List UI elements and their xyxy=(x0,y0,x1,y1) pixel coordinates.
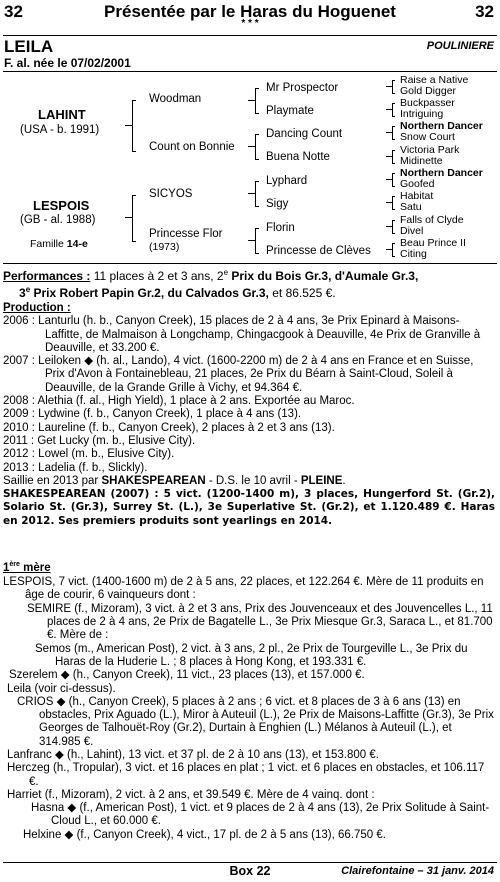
footer-rule xyxy=(3,862,497,863)
pedigree-rule xyxy=(3,263,497,264)
gen3-dancing-count: Dancing Count xyxy=(266,128,343,140)
gen3-mr-prospector: Mr Prospector xyxy=(266,82,339,94)
production-year: 2006 : xyxy=(3,315,39,328)
lot-number-right: 32 xyxy=(475,2,494,21)
gen2-princesse-flor-year: (1973) xyxy=(149,241,180,253)
production-year: 2011 : xyxy=(3,434,38,447)
production-item xyxy=(3,315,495,355)
production-year: 2007 : xyxy=(3,355,39,368)
gen4-northern-dancer-2: Northern Dancer xyxy=(400,167,483,179)
gen4-buckpasser: Buckpasser xyxy=(400,97,455,109)
production-text: Ladelia (f. b., Slickly). xyxy=(38,461,148,474)
sire-info: (USA - b. 1991) xyxy=(20,124,100,136)
mere-entry: Helxine ◆ (f., Canyon Creek), 4 vict., 17 pl. de 2 à 5 ans (13), 66.750 €. xyxy=(23,828,386,841)
mere-entry: Semos (m., American Post), 2 vict. à 3 ans, 2 pl., 2e Prix de Tourgeville L., 3e Prix du Haras de la Huderie L. ; 8 places à Hong Kong, et 193.331 €. xyxy=(35,642,468,668)
mere-entry: LESPOIS, 7 vict. (1400-1600 m) de 2 à 5 ans, 22 places, et 122.264 €. Mère de 11 produits en âge de courir, 6 vainqueurs dont : xyxy=(3,576,484,602)
mere-entry: Hasna ◆ (f., American Post), 1 vict. et 9 places de 2 à 4 ans (13), 2e Prix Solitude à Saint-Cloud L., et 60.000 €. xyxy=(31,802,490,828)
bracket-sire xyxy=(132,100,136,152)
gen2-count-on-bonnie: Count on Bonnie xyxy=(149,141,235,153)
gen2-princesse-flor: Princesse Flor xyxy=(149,228,223,240)
mere-entry: Szerelem ◆ (h., Canyon Creek), 11 vict., 23 places (13), et 157.000 €. xyxy=(9,669,365,682)
dam-name: LESPOIS xyxy=(33,198,90,213)
gen4-victoria-park: Victoria Park xyxy=(400,144,460,156)
stallion-note: SHAKESPEAREAN (2007) : 5 vict. (1200-1400 m), 3 places, Hungerford St. (Gr.2), Solario St. (Gr.3), Surrey St. (L.), 3e Superlative St. (Gr.2), et 1.120.489 €. Haras en 2012. Ses premiers produits sont yearlings en 2014. xyxy=(3,488,495,527)
gen4-habitat: Habitat xyxy=(400,190,434,202)
horse-name: LEILA xyxy=(4,37,54,56)
gen4-raise-a-native: Raise a Native xyxy=(400,74,469,86)
sire-name: LAHINT xyxy=(38,107,86,122)
gen4-citing: Citing xyxy=(400,248,427,260)
production-item xyxy=(3,448,495,461)
production-item xyxy=(3,395,495,408)
production-year: 2009 : xyxy=(3,408,39,421)
footer-box: Box 22 xyxy=(229,864,271,878)
production-item xyxy=(3,462,495,475)
gen2-woodman: Woodman xyxy=(149,93,202,105)
production-text: Lydwine (f. b., Canyon Creek), 1 place à 4 ans (13). xyxy=(38,408,302,421)
production-text: Laureline (f. b., Canyon Creek), 2 places à 2 et 3 ans (13). xyxy=(38,421,335,434)
gen4-divel: Divel xyxy=(400,225,424,237)
gen4-falls-of-clyde: Falls of Clyde xyxy=(400,214,464,226)
gen3-florin: Florin xyxy=(266,222,295,234)
gen3-playmate: Playmate xyxy=(266,105,314,117)
production-item xyxy=(3,435,495,448)
saillie: Saillie en 2013 par SHAKESPEAREAN - D.S. le 10 avril - PLEINE. xyxy=(3,474,346,487)
mere-entry: Herczeg (h., Tropular), 3 vict. et 16 places en plat ; 1 vict. et 6 places en obstacles, et 106.117 €. xyxy=(7,762,485,788)
header-stars: * * * xyxy=(241,18,259,29)
production-year: 2010 : xyxy=(3,421,39,434)
production-year: 2012 : xyxy=(3,448,39,461)
production-text: Lowel (m. b., Elusive City). xyxy=(38,448,175,461)
performances: Performances : 11 places à 2 et 3 ans, 2e Prix du Bois Gr.3, d'Aumale Gr.3, 3e Prix Robert Papin Gr.2, du Calvados Gr.3, et 86.525 €. xyxy=(3,268,419,300)
page-title: Présentée par le Haras du Hoguenet xyxy=(104,2,396,21)
footer-sale: Clairefontaine – 31 janv. 2014 xyxy=(341,865,494,877)
gen4-midinette: Midinette xyxy=(400,155,443,167)
gen4-intriguing: Intriguing xyxy=(400,108,444,120)
production-year: 2008 : xyxy=(3,395,38,408)
gen4-beau-prince-ii: Beau Prince II xyxy=(400,237,466,249)
gen4-goofed: Goofed xyxy=(400,178,435,190)
production-text: Leiloken ◆ (h. al., Lando), 4 vict. (1600-2200 m) de 2 à 4 ans en France et en Suisse, Prix d'Avon à Fontainebleau, 21 places, 2e Prix du Béarn à Saint-Cloud, Soleil à Deauville, de la Grande Grille à Vichy, et 94.364 €. xyxy=(38,355,474,394)
production-item xyxy=(3,355,495,395)
gen3-sigy: Sigy xyxy=(266,198,289,210)
gen3-buena-notte: Buena Notte xyxy=(266,151,330,163)
mere-entry: Harriet (f., Mizoram), 2 vict. à 2 ans, et 39.549 €. Mère de 4 vainq. dont : xyxy=(7,788,375,801)
gen4-gold-digger: Gold Digger xyxy=(400,85,457,97)
gen4-snow-court: Snow Court xyxy=(400,131,455,143)
lot-number-left: 32 xyxy=(4,2,23,21)
production-year: 2013 : xyxy=(3,461,39,474)
gen4-satu: Satu xyxy=(400,201,422,213)
gen4-northern-dancer: Northern Dancer xyxy=(400,120,483,132)
mere-entry: CRIOS ◆ (h., Canyon Creek), 5 places à 2 ans ; 6 vict. et 8 places de 3 à 6 ans (13) en obstacles, Prix Aguado (L.), Miror à Auteuil (L.), 2e Prix de Maisons-Laffitte (Gr.3), 3e Prix Georges de Talhouët-Roy (Gr.2), Durtain à Enghien (L.) Mélanos à Auteuil (L.), et 314.985 €. xyxy=(17,695,494,748)
premiere-mere: 1ère mère LESPOIS, 7 vict. (1400-1600 m) de 2 à 5 ans, 22 places, et 122.264 €. Mère de 11 produits en âge de courir, 6 vainqueurs dont : SEMIRE (f., Mizoram), 3 vict. à 2 et 3 ans, Prix des Jouvenceaux et des Jouvencelles L., 11 places de 2 à 4 ans, 2e Prix de Bagatelle L., 3e Prix Miesque Gr.3, Saraca L., et 81.700 €. Mère de : Semos (m., American Post), 2 vict. à 3 ans, 2 pl., 2e Prix de Tourgeville L., 3e Prix du Haras de la Huderie L. ; 8 places à Hong Kong, et 193.331 €. Szerelem ◆ (h., Canyon Creek), 11 vict., 23 places (13), et 157.000 €. Leila (voir ci-dessus). CRIOS ◆ (h., Canyon Creek), 5 places à 2 ans ; 6 vict. et 8 places de 3 à 6 ans (13) en obstacles, Prix Aguado (L.), Miror à Auteuil (L.), 2e Prix de Maisons-Laffitte (Gr.3), 3e Prix Georges de Talhouët-Roy (Gr.2), Durtain à Enghien (L.) Mélanos à Auteuil (L.), et 314.985 €. Lanfranc ◆ (h., Lahint), 13 vict. et 37 pl. de 2 à 10 ans (13), et 153.800 €. Herczeg (h., Tropular), 3 vict. et 16 places en plat ; 1 vict. et 6 places en obstacles, et 106.117 €. Harriet (f., Mizoram), 2 vict. à 2 ans, et 39.549 €. Mère de 4 vainq. dont : Hasna ◆ (f., American Post), 1 vict. et 9 places de 2 à 4 ans (13), 2e Prix Solitude à Saint-Cloud L., et 60.000 €. Helxine ◆ (f., Canyon Creek), 4 vict., 17 pl. de 2 à 5 ans (13), 66.750 €. xyxy=(3,561,494,841)
production-item xyxy=(3,408,495,421)
gen2-sicyos: SICYOS xyxy=(149,188,193,200)
top-rule xyxy=(3,35,497,36)
mere-list xyxy=(3,576,495,842)
dam-info: (GB - al. 1988) xyxy=(20,214,96,226)
gen3-princesse-de-cleves: Princesse de Clèves xyxy=(266,245,371,257)
production-list xyxy=(3,315,495,475)
famille: Famille 14-e xyxy=(30,238,88,250)
mere-entry: SEMIRE (f., Mizoram), 3 vict. à 2 et 3 ans, Prix des Jouvenceaux et des Jouvencelles L., 11 places de 2 à 4 ans, 2e Prix de Bagatelle L., 3e Prix Miesque Gr.3, Saraca L., et 81.700 €. Mère de : xyxy=(27,602,493,642)
horse-sexe-date: F. al. née le 07/02/2001 xyxy=(4,56,131,70)
production-item xyxy=(3,422,495,435)
mere-entry: Leila (voir ci-dessus). xyxy=(7,682,116,695)
production-text: Get Lucky (m. b., Elusive City). xyxy=(37,434,196,447)
production-text: Lanturlu (h. b., Canyon Creek), 15 places de 2 à 4 ans, 3e Prix Epinard à Maisons-Laffitte, de Malmaison à Longchamp, Chingacgook à Deauville, 4e Prix de Granville à Deauville, et 33.200 €. xyxy=(38,315,481,354)
mere-entry: Lanfranc ◆ (h., Lahint), 13 vict. et 37 pl. de 2 à 10 ans (13), et 153.800 €. xyxy=(7,748,379,761)
bracket-dam xyxy=(132,195,136,242)
horse-status: POULINIERE xyxy=(426,40,494,52)
production: Production : 2006 : Lanturlu (h. b., Canyon Creek), 15 places de 2 à 4 ans, 3e Prix Epinard à Maisons-Laffitte, de Malmaison à Longchamp, Chingacgook à Deauville, 4e Prix de Granville à Deauville, et 33.200 €. 2007 : Leiloken ◆ (h. al., Lando), 4 vict. (1600-2200 m) de 2 à 4 ans en France et en Suisse, Prix d'Avon à Fontainebleau, 21 places, 2e Prix du Béarn à Saint-Cloud, Soleil à Deauville, de la Grande Grille à Vichy, et 94.364 €. 2008 : Alethia (f. al., High Yield), 1 place à 2 ans. Exportée au Maroc. 2009 : Lydwine (f. b., Canyon Creek), 1 place à 4 ans (13). 2010 : Laureline (f. b., Canyon Creek), 2 places à 2 et 3 ans (13). 2011 : Get Lucky (m. b., Elusive City). 2012 : Lowel (m. b., Elusive City). 2013 : Ladelia (f. b., Slickly). Saillie en 2013 par SHAKESPEAREAN - D.S. le 10 avril - PLEINE. SHAKESPEAREAN (2007) : 5 vict. (1200-1400 m), 3 places, Hungerford St. (Gr.2), Solario St. (Gr.3), Surrey St. (L.), 3e Superlative St. (Gr.2), et 1.120.489 €. Haras en 2012. Ses premiers produits sont yearlings en 2014. xyxy=(3,302,495,527)
gen3-lyphard: Lyphard xyxy=(266,175,308,187)
production-text: Alethia (f. al., High Yield), 1 place à 2 ans. Exportée au Maroc. xyxy=(37,395,355,408)
name-rule xyxy=(3,71,497,72)
